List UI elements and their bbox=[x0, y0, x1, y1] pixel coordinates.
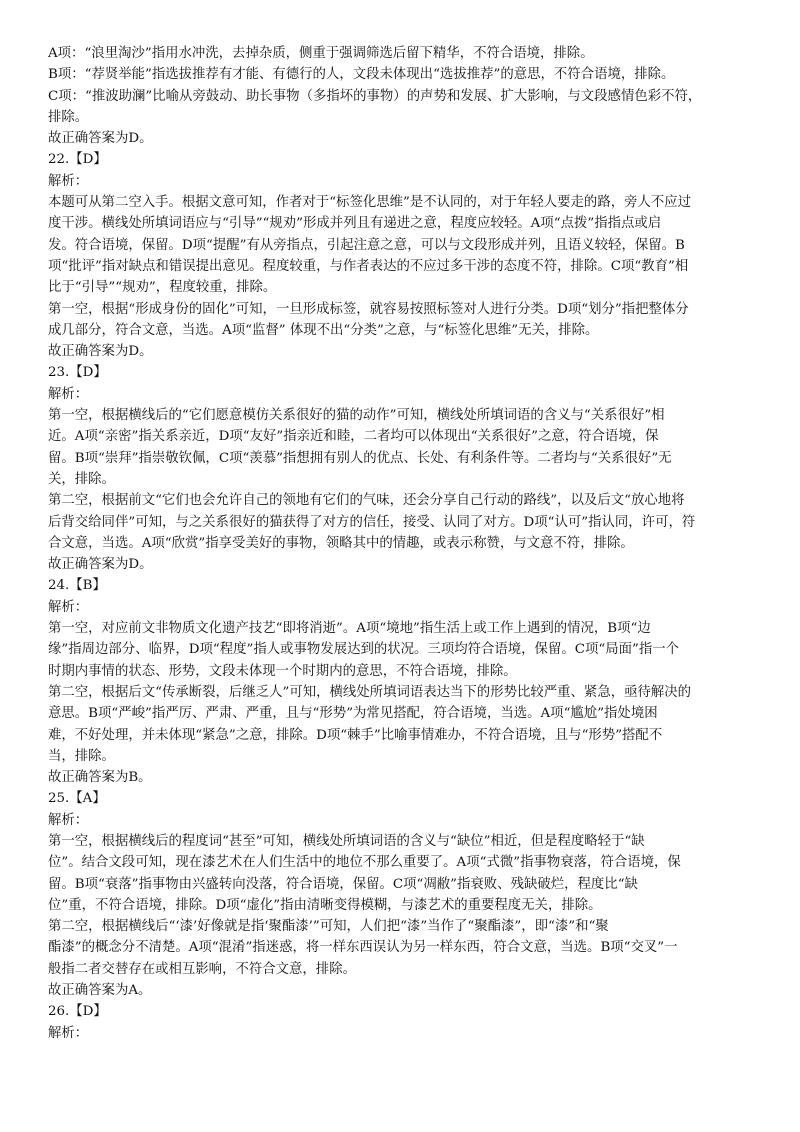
answer-conclusion: 故正确答案为B。 bbox=[48, 770, 152, 786]
text-line: 排除。 bbox=[48, 109, 89, 125]
text-line: C项：“推波助澜”比喻从旁鼓动、助长事物（多指坏的事物）的声势和发展、扩大影响，与文段感情色彩不符， bbox=[48, 88, 702, 104]
explanation-label: 解析： bbox=[48, 1025, 89, 1041]
answer-conclusion: 故正确答案为A。 bbox=[48, 983, 152, 999]
text-line: 时期内事情的状态、形势，文段未体现一个时期内的意思，不符合语境，排除。 bbox=[48, 663, 517, 679]
text-line: 第二空，根据横线后“‘漆’好像就是指‘聚酯漆’”可知，人们把“漆”当作了“聚酯漆”，即“漆”和“聚 bbox=[48, 919, 609, 935]
text-line: B项：“荐贤举能”指选拔推荐有才能、有德行的人，文段未体现出“选拔推荐”的意思，不符合语境，排除。 bbox=[48, 67, 675, 83]
question-number: 22.【D】 bbox=[48, 152, 107, 168]
text-line: 缘”指周边部分、临界，D项“程度”指人或事物发展达到的状况。三项均符合语境，保留。C项“局面”指一个 bbox=[48, 642, 680, 658]
text-line: 留。B项“崇拜”指崇敬钦佩，C项“羡慕”指想拥有别人的优点、长处、有利条件等。二者均与“关系很好”无 bbox=[48, 450, 672, 466]
text-line: 第一空，根据横线后的“它们愿意模仿关系很好的猫的动作”可知，横线处所填词语的含义与“关系很好”相 bbox=[48, 408, 665, 424]
question-number: 24.【B】 bbox=[48, 578, 106, 594]
explanation-label: 解析： bbox=[48, 599, 89, 615]
text-line: 酯漆”的概念分不清楚。A项“混淆”指迷惑，将一样东西误认为另一样东西，符合文意，当选。B项“交叉”一 bbox=[48, 940, 678, 956]
explanation-label: 解析： bbox=[48, 386, 89, 402]
text-line: 位”。结合文段可知，现在漆艺术在人们生活中的地位不那么重要了。A项“式微”指事物衰落，符合语境，保 bbox=[48, 855, 681, 871]
text-line: 第二空，根据后文“传承断裂，后继乏人”可知，横线处所填词语表达当下的形势比较严重、紧急，亟待解决的 bbox=[48, 684, 692, 700]
question-number: 25.【A】 bbox=[48, 791, 106, 807]
text-line: A项：“浪里淘沙”指用水冲洗，去掉杂质，侧重于强调筛选后留下精华，不符合语境，排除。 bbox=[48, 46, 594, 61]
text-line: 项“批评”指对缺点和错误提出意见。程度较重，与作者表达的不应过多干涉的态度不符，排除。C项“教育”相 bbox=[48, 258, 689, 274]
text-line: 位”重，不符合语境，排除。D项“虚化”指由清晰变得模糊，与漆艺术的重要程度无关，排除。 bbox=[48, 897, 602, 913]
text-line: 第一空，根据横线后的程度词“甚至”可知，横线处所填词语的含义与“缺位”相近，但是程度略轻于“缺 bbox=[48, 833, 645, 849]
question-number: 26.【D】 bbox=[48, 1004, 107, 1020]
text-line: 第一空，根据“形成身份的固化”可知，一旦形成标签，就容易按照标签对人进行分类。D项“划分”指把整体分 bbox=[48, 301, 689, 317]
text-line: 当，排除。 bbox=[48, 748, 115, 764]
text-line: 近。A项“亲密”指关系亲近，D项“友好”指亲近和睦，二者均可以体现出“关系很好”之意，符合语境，保 bbox=[48, 429, 659, 445]
text-line: 合文意，当选。A项“欣赏”指享受美好的事物，领略其中的情趣，或表示称赞，与文意不符，排除。 bbox=[48, 535, 634, 551]
text-line: 本题可从第二空入手。根据文意可知，作者对于“标签化思维”是不认同的，对于年轻人要走的路，旁人不应过 bbox=[48, 195, 692, 211]
text-line: 第二空，根据前文“它们也会允许自己的领地有它们的气味，还会分享自己行动的路线”，以及后文“放心地将 bbox=[48, 493, 685, 509]
text-line: 关，排除。 bbox=[48, 471, 115, 487]
answer-conclusion: 故正确答案为D。 bbox=[48, 344, 153, 360]
question-number: 23.【D】 bbox=[48, 365, 107, 381]
text-line: 后背交给同伴”可知，与之关系很好的猫获得了对方的信任，接受、认同了对方。D项“认可”指认同，许可，符 bbox=[48, 514, 696, 530]
text-line: 意思。B项“严峻”指严厉、严肃、严重，且与“形势”为常见搭配，符合语境，当选。A项“尴尬”指处境困 bbox=[48, 706, 658, 722]
text-line: 第一空，对应前文非物质文化遗产技艺“即将消逝”。A项“境地”指生活上或工作上遇到的情况，B项“边 bbox=[48, 621, 651, 637]
answer-conclusion: 故正确答案为D。 bbox=[48, 131, 153, 147]
text-line: 成几部分，符合文意，当选。A项“监督” 体现不出“分类”之意，与“标签化思维”无关，排除。 bbox=[48, 322, 599, 338]
text-line: 般指二者交替存在或相互影响，不符合文意，排除。 bbox=[48, 961, 356, 977]
explanation-label: 解析： bbox=[48, 173, 89, 189]
text-line: 难，不好处理，并未体现“紧急”之意，排除。D项“棘手”比喻事情难办，不符合语境，且与“形势”搭配不 bbox=[48, 727, 663, 743]
text-line: 比于“引导”“规劝”，程度较重，排除。 bbox=[48, 280, 277, 296]
text-line: 度干涉。横线处所填词语应与“引导”“规劝”形成并列且有递进之意，程度应较轻。A项“点拨”指指点或启 bbox=[48, 216, 662, 232]
answer-conclusion: 故正确答案为D。 bbox=[48, 557, 153, 573]
explanation-label: 解析： bbox=[48, 812, 89, 828]
text-line: 留。B项“衰落”指事物由兴盛转向没落，符合语境，保留。C项“凋敝”指衰败、残缺破烂，程度比“缺 bbox=[48, 876, 638, 892]
text-line: 发。符合语境，保留。D项“提醒”有从旁指点，引起注意之意，可以与文段形成并列，且语义较轻，保留。B bbox=[48, 237, 685, 253]
answer-explanation-page bbox=[48, 43, 760, 1044]
